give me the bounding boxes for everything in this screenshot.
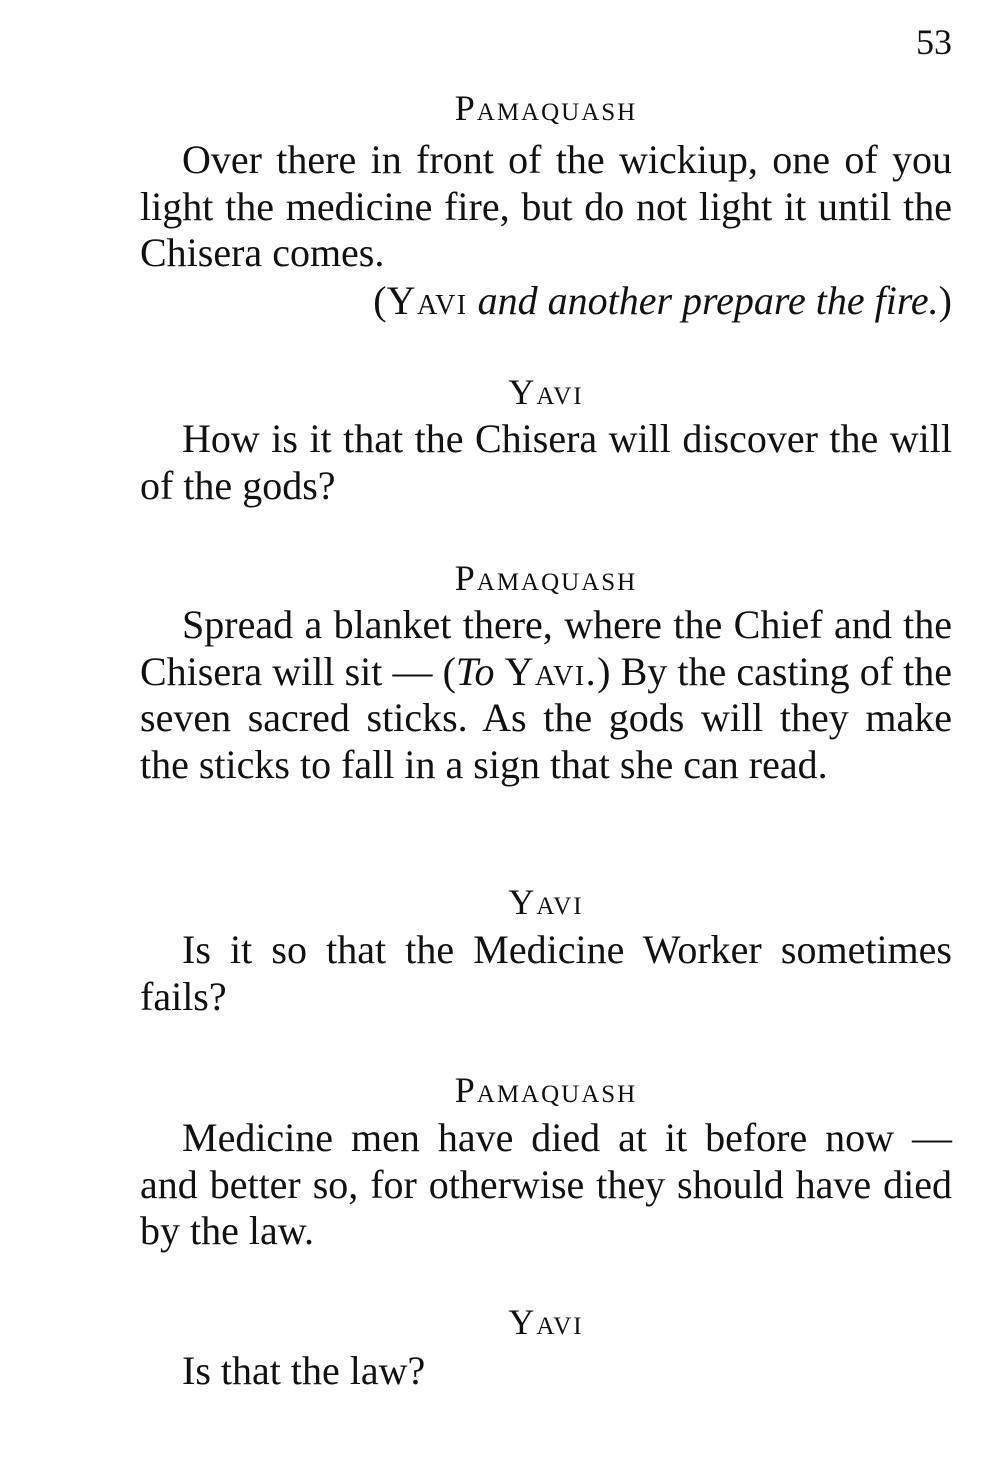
speaker-name: Pamaquash <box>454 558 638 598</box>
direction-text: and another prepare the fire. <box>467 278 939 323</box>
direction-character-name: Yavi <box>386 278 468 323</box>
direction-paren-open: ( <box>373 278 387 323</box>
speech-text: Is that the law? <box>182 1348 426 1393</box>
speaker-name: Pamaquash <box>454 1070 638 1110</box>
speaker-name: Yavi <box>508 882 584 922</box>
speech-text-after: By the casting of the seven sacred sticks. As the gods will they make the sticks to fall in a sign that she can read. <box>140 648 952 787</box>
speaker-name: Yavi <box>508 1302 584 1342</box>
inline-paren-open: ( <box>442 648 456 694</box>
stage-direction <box>373 278 952 324</box>
speech-text: Over there in front of the wickiup, one of you light the medicine fire, but do not light it until the Chisera comes. <box>140 137 952 275</box>
speech-text: Medicine men have died at it before now — and better so, for otherwise they should have died by the law. <box>140 1115 952 1253</box>
speech-text-before: Spread a blanket there, where the Chief and the Chisera will sit — <box>140 602 952 694</box>
speaker-name: Yavi <box>508 372 584 412</box>
inline-paren-close: ) <box>597 648 611 694</box>
direction-paren-close: ) <box>938 278 952 323</box>
speech-text: How is it that the Chisera will discover the will of the gods? <box>140 416 952 508</box>
speech-text <box>140 602 952 788</box>
speaker-name: Pamaquash <box>454 88 638 128</box>
page-number: 53 <box>916 22 952 62</box>
speech-text: Is it so that the Medicine Worker sometimes fails? <box>140 927 952 1019</box>
inline-direction-to: To <box>455 648 495 694</box>
inline-character-name: Yavi. <box>494 648 598 694</box>
